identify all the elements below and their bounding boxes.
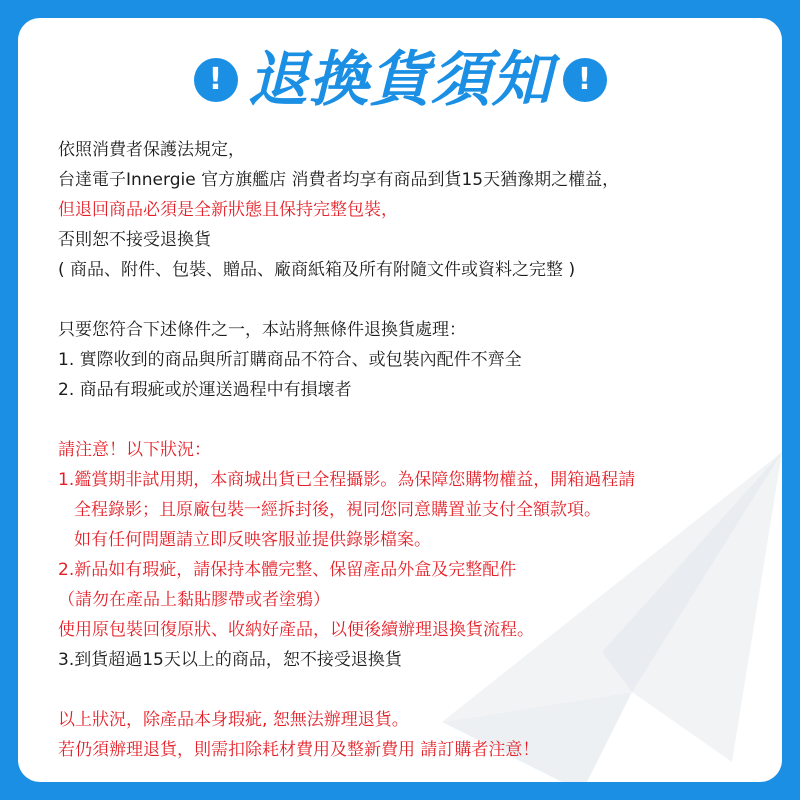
conditions-heading: 只要您符合下述條件之一，本站將無條件退換貨處理： — [58, 320, 466, 340]
policy-rights-line: 台達電子Innergie 官方旗艦店 消費者均享有商品到貨15天猶豫期之權益， — [58, 170, 620, 190]
condition-item-2: 2. 商品有瑕疵或於運送過程中有損壞者 — [58, 380, 352, 400]
closing-line-1: 以上狀況，除產品本身瑕疵, 恕無法辦理退貨。 — [58, 710, 409, 730]
notice-item-1-cont: 如有任何問題請立即反映客服並提供錄影檔案。 — [74, 530, 431, 550]
condition-item-1: 1. 實際收到的商品與所訂購商品不符合、或包裝內配件不齊全 — [58, 350, 522, 370]
exclamation-circle-icon: ! — [194, 58, 238, 102]
policy-condition-line: 但退回商品必須是全新狀態且保持完整包裝， — [58, 200, 398, 220]
notice-item-1: 1.鑑賞期非試用期，本商城出貨已全程攝影。為保障您購物權益，開箱過程請 — [58, 470, 636, 490]
notice-heading: 請注意！以下狀況： — [58, 440, 211, 460]
spacer — [58, 405, 758, 435]
exclamation-circle-icon: ! — [563, 58, 607, 102]
spacer — [58, 675, 758, 705]
page-title: 退換貨須知 — [247, 45, 553, 115]
title-row — [18, 40, 782, 120]
notice-item-1-cont: 全程錄影；且原廠包裝一經拆封後，視同您同意購置並支付全額款項。 — [74, 500, 601, 520]
notice-content — [58, 135, 758, 765]
policy-completeness-line: ( 商品、附件、包裝、贈品、廠商紙箱及所有附隨文件或資料之完整 ) — [58, 260, 576, 280]
spacer — [58, 285, 758, 315]
notice-card — [18, 18, 782, 782]
notice-item-2: 2.新品如有瑕疵，請保持本體完整、保留產品外盒及完整配件 — [58, 560, 517, 580]
notice-item-2-cont: 使用原包裝回復原狀、收納好產品，以便後續辦理退換貨流程。 — [58, 620, 534, 640]
notice-item-2-cont: （請勿在產品上黏貼膠帶或者塗鴉） — [58, 590, 330, 610]
closing-line-2: 若仍須辦理退貨，則需扣除耗材費用及整新費用 請訂購者注意！ — [58, 740, 540, 760]
notice-item-3: 3.到貨超過15天以上的商品，恕不接受退換貨 — [58, 650, 402, 670]
policy-refusal-line: 否則恕不接受退換貨 — [58, 230, 211, 250]
policy-intro-line: 依照消費者保護法規定， — [58, 140, 245, 160]
